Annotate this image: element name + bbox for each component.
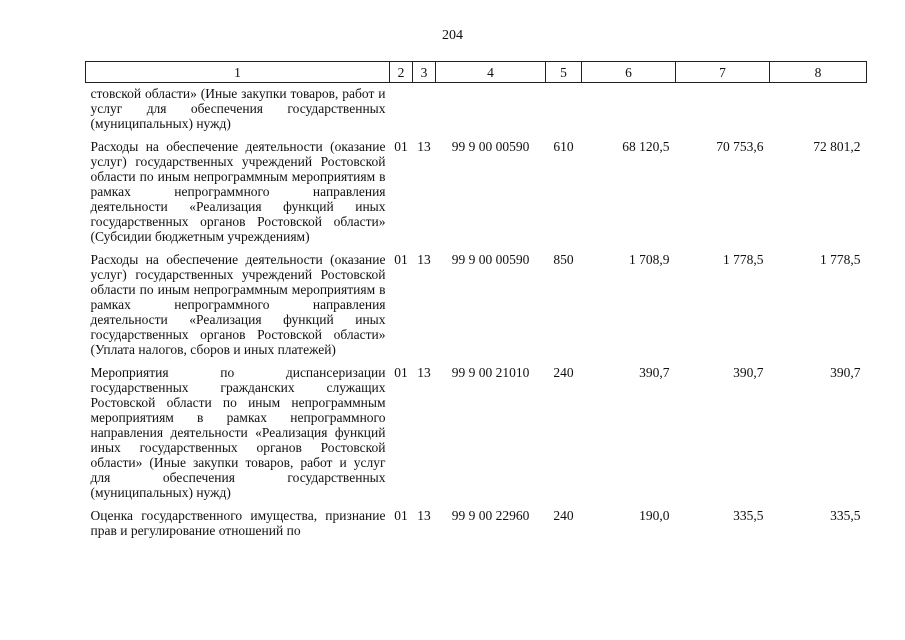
header-col-2: 2 [390, 62, 413, 83]
header-col-1: 1 [86, 62, 390, 83]
row-subsection: 13 [417, 139, 431, 154]
row-description: Расходы на обеспечение деятельности (оказание услуг) государственных учреждений Ростовской области по иным непрограммным мероприятиям в рамках непрограммного направления деятельности «Реализация функций иных государственных органов Ростовской области» (Субсидии бюджетным учреждениям) [90, 139, 386, 244]
page-number: 204 [442, 28, 463, 43]
row-expense-type [546, 83, 582, 140]
row-expense-type: 610 [553, 139, 574, 154]
header-col-7: 7 [676, 62, 770, 83]
row-section: 01 [394, 508, 408, 523]
row-description: Мероприятия по диспансеризации государственных гражданских служащих Ростовской области по иным непрограммным мероприятиям в рамках непрограммного направления деятельности «Реализация функций иных государственных органов Ростовской области» (Иные закупки товаров, работ и услуг для обеспечения государственных (муниципальных) нужд) [90, 365, 386, 500]
row-target-article: 99 9 00 00590 [451, 139, 530, 154]
row-amount-3: 72 801,2 [813, 139, 861, 154]
header-col-3: 3 [413, 62, 436, 83]
row-amount-3 [770, 83, 867, 140]
row-amount-2 [676, 83, 770, 140]
table-row [86, 252, 867, 365]
table-row [86, 365, 867, 508]
budget-table [85, 61, 867, 546]
row-section: 01 [394, 139, 408, 154]
row-expense-type: 240 [553, 508, 574, 523]
table-row [86, 139, 867, 252]
row-description: Оценка государственного имущества, признание прав и регулирование отношений по [90, 508, 386, 538]
row-section: 01 [394, 252, 408, 267]
row-description: стовской области» (Иные закупки товаров, работ и услуг для обеспечения государственных (муниципальных) нужд) [90, 86, 386, 131]
row-target-article: 99 9 00 00590 [451, 252, 530, 267]
row-description: Расходы на обеспечение деятельности (оказание услуг) государственных учреждений Ростовской области по иным непрограммным мероприятиям в рамках непрограммного направления деятельности «Реализация функций иных государственных органов Ростовской области» (Уплата налогов, сборов и иных платежей) [90, 252, 386, 357]
row-subsection: 13 [417, 365, 431, 380]
row-amount-2: 1 778,5 [723, 252, 764, 267]
row-amount-2: 390,7 [733, 365, 764, 380]
row-amount-3: 335,5 [830, 508, 861, 523]
row-target-article: 99 9 00 21010 [451, 365, 530, 380]
row-target-article: 99 9 00 22960 [451, 508, 530, 523]
row-amount-2: 335,5 [733, 508, 764, 523]
row-subsection: 13 [417, 252, 431, 267]
row-expense-type: 240 [553, 365, 574, 380]
table-row [86, 83, 867, 140]
row-amount-3: 390,7 [830, 365, 861, 380]
row-expense-type: 850 [553, 252, 574, 267]
header-col-6: 6 [582, 62, 676, 83]
row-section [390, 83, 413, 140]
header-col-8: 8 [770, 62, 867, 83]
row-amount-1 [582, 83, 676, 140]
row-amount-2: 70 753,6 [716, 139, 764, 154]
row-target-article [436, 83, 546, 140]
row-amount-3: 1 778,5 [820, 252, 861, 267]
row-subsection: 13 [417, 508, 431, 523]
table-row [86, 508, 867, 546]
row-subsection [413, 83, 436, 140]
row-section: 01 [394, 365, 408, 380]
row-amount-1: 390,7 [639, 365, 670, 380]
row-amount-1: 1 708,9 [629, 252, 670, 267]
row-amount-1: 68 120,5 [622, 139, 670, 154]
header-col-4: 4 [436, 62, 546, 83]
header-col-5: 5 [546, 62, 582, 83]
row-amount-1: 190,0 [639, 508, 670, 523]
header-row [86, 62, 867, 83]
